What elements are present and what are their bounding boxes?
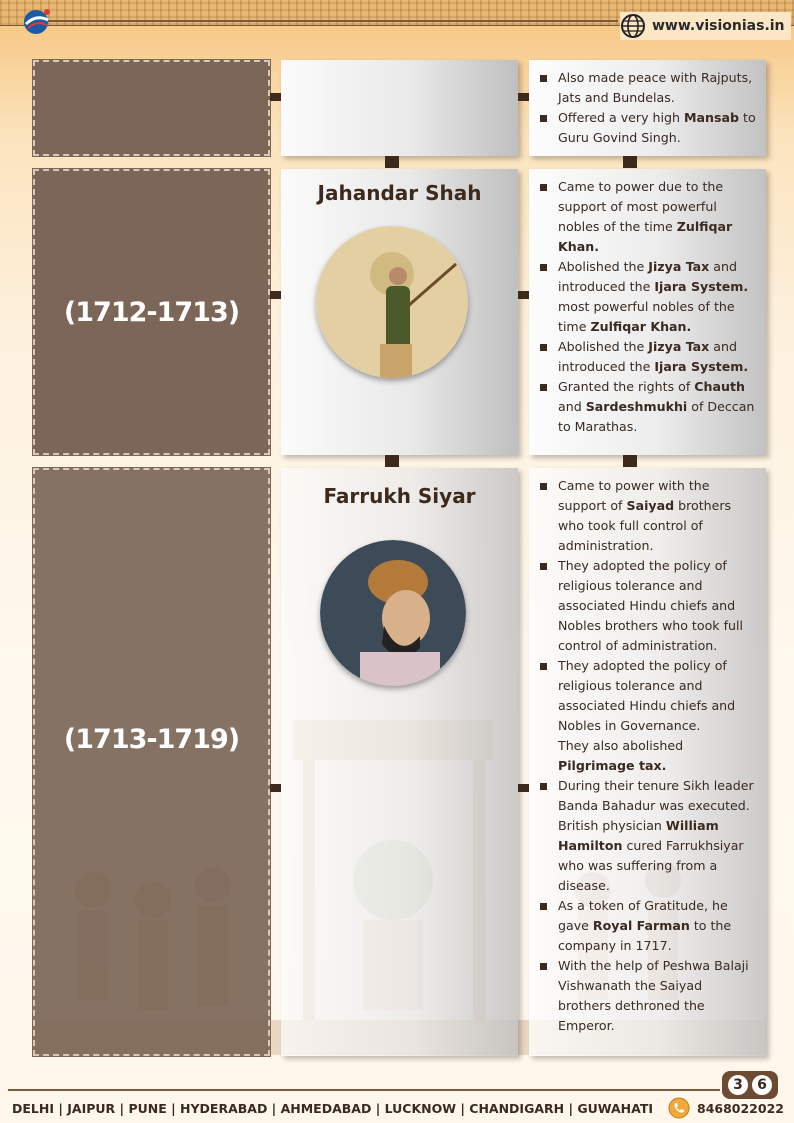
- ruler-card-continued: [281, 60, 518, 156]
- fact-item: With the help of Peshwa Balaji Vishwanath the Saiyad brothers dethroned the Emperor.: [539, 956, 756, 1036]
- ruler-portrait-image: [316, 226, 468, 378]
- connector: [518, 291, 529, 299]
- connector: [270, 291, 281, 299]
- period-label: (1712-1713): [63, 297, 240, 328]
- ruler-portrait-image: [320, 540, 466, 686]
- globe-icon: [620, 13, 646, 39]
- fact-item: They adopted the policy of religious tolerance and associated Hindu chiefs and Nobles in Governance.: [539, 656, 756, 736]
- fact-item: Granted the rights of Chauth and Sardeshmukhi of Deccan to Marathas.: [539, 377, 756, 437]
- connector: [518, 784, 529, 792]
- facts-card: [529, 468, 766, 1056]
- website-link[interactable]: [620, 12, 791, 40]
- ruler-card: [281, 169, 518, 455]
- ruler-card: [281, 468, 518, 1056]
- facts-card-continued: [529, 60, 766, 156]
- fact-item: They also abolished Pilgrimage tax.: [558, 738, 684, 773]
- footer-phone[interactable]: 8468022022: [697, 1101, 784, 1116]
- header-divider: [48, 20, 618, 22]
- facts-card: [529, 169, 766, 455]
- connector: [270, 784, 281, 792]
- fact-item: Offered a very high Mansab to Guru Govind Singh.: [539, 108, 756, 148]
- facts-list: [539, 476, 756, 1036]
- connector: [623, 156, 637, 168]
- connector: [518, 93, 529, 101]
- fact-item: Also made peace with Rajputs, Jats and Bundelas.: [539, 68, 756, 108]
- page-number-badge: [722, 1071, 778, 1099]
- footer-cities: DELHI | JAIPUR | PUNE | HYDERABAD | AHMEDABAD | LUCKNOW | CHANDIGARH | GUWAHATI: [12, 1101, 654, 1116]
- fact-item: They adopted the policy of religious tolerance and associated Hindu chiefs and Nobles brothers who took full control of administration.: [539, 556, 756, 656]
- footer-divider: [8, 1089, 720, 1091]
- fact-item: Abolished the Jizya Tax and introduced the Ijara System.: [539, 337, 756, 377]
- ruler-name: Jahandar Shah: [317, 181, 482, 205]
- fact-item: Came to power with the support of Saiyad brothers who took full control of administration.: [539, 476, 756, 556]
- fact-item: Abolished the Jizya Tax and introduced the Ijara System. most powerful nobles of the time Zulfiqar Khan.: [539, 257, 756, 337]
- connector: [270, 93, 281, 101]
- period-box: [33, 169, 270, 455]
- ruler-name: Farrukh Siyar: [323, 484, 476, 508]
- website-url: www.visionias.in: [652, 18, 785, 34]
- facts-list: [539, 68, 756, 148]
- connector: [385, 455, 399, 467]
- facts-list: [539, 177, 756, 437]
- page-digit: 6: [752, 1075, 772, 1095]
- fact-item: Came to power due to the support of most powerful nobles of the time Zulfiqar Khan.: [539, 177, 756, 257]
- period-box: [33, 468, 270, 1056]
- period-box-continued: [33, 60, 270, 156]
- page-digit: 3: [728, 1075, 748, 1095]
- connector: [623, 455, 637, 467]
- vision-ias-logo-icon: [22, 6, 52, 36]
- fact-item: During their tenure Sikh leader Banda Bahadur was executed. British physician William Hamilton cured Farrukhsiyar who was suffering from a disease.: [539, 776, 756, 896]
- fact-item: As a token of Gratitude, he gave Royal Farman to the company in 1717.: [539, 896, 756, 956]
- connector: [385, 156, 399, 168]
- phone-icon: [668, 1097, 690, 1119]
- period-label: (1713-1719): [63, 724, 240, 755]
